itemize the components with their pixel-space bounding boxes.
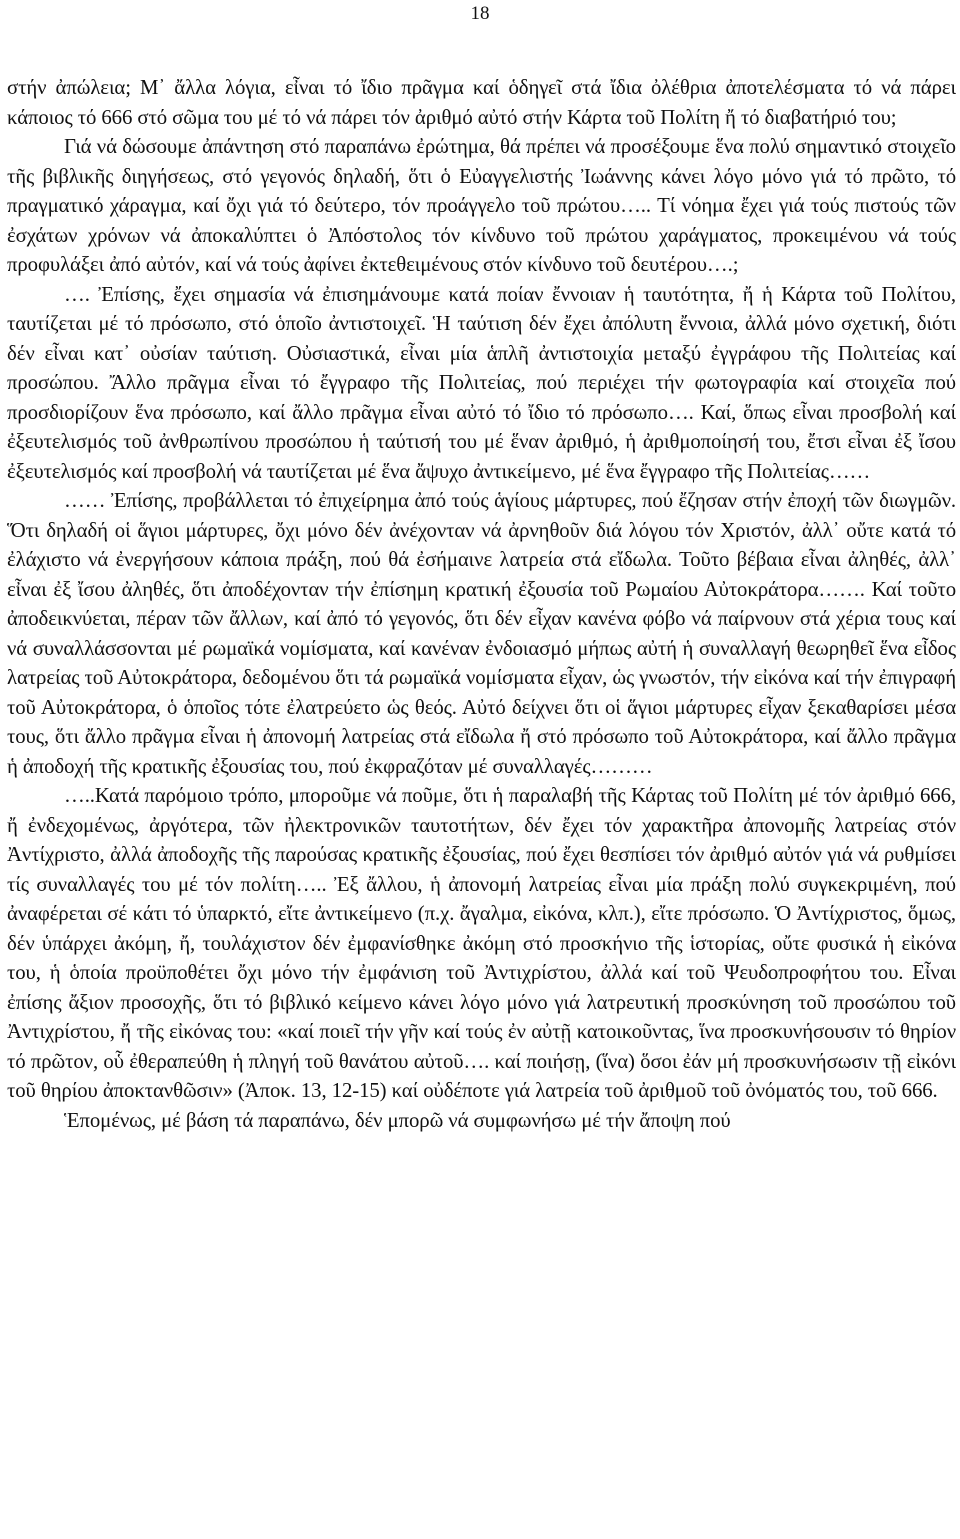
paragraph-3: …. Ἐπίσης, ἔχει σημασία νά ἐπισημάνουμε κατά ποίαν ἔννοιαν ἡ ταυτότητα, ἤ ἡ Κάρτα τοῦ Πολίτου, ταυτίζεται μέ τό πρόσωπο, στό ὁποῖο ἀντιστοιχεῖ. Ἡ ταύτιση δέν ἔχει ἀπόλυτη ἔννοια, ἀλλά μόνο σχετική, διότι δέν εἶναι κατ᾽ οὐσίαν ταύτιση. Οὐσιαστικά, εἶναι μία ἁπλῆ ἀντιστοιχία μεταξύ ἐγγράφου τῆς Πολιτείας καί προσώπου. Ἄλλο πρᾶγμα εἶναι τό ἔγγραφο τῆς Πολιτείας, πού περιέχει τήν φωτογραφία καί στοιχεῖα πού προσδιορίζουν ἕνα πρόσωπο, καί ἄλλο πρᾶγμα εἶναι αὐτό τό ἴδιο τό πρόσωπο…. Καί, ὅπως εἶναι προσβολή καί ἐξευτελισμός τοῦ ἀνθρωπίνου προσώπου ἡ ταύτισή του μέ ἕναν ἀριθμό, ἡ ἀριθμοποίησή του, ἔτσι εἶναι ἐξ ἴσου ἐξευτελισμός καί προσβολή νά ταυτίζεται μέ ἕνα ἄψυχο ἀντικείμενο, μέ ἕνα ἔγγραφο τῆς Πολιτείας…… — [7, 282, 956, 483]
paragraph-6: Ἑπομένως, μέ βάση τά παραπάνω, δέν μπορῶ νά συμφωνήσω μέ τήν ἄποψη πού — [64, 1108, 731, 1132]
body-text — [7, 73, 956, 1135]
paragraph-5: …..Κατά παρόμοιο τρόπο, μποροῦμε νά ποῦμε, ὅτι ἡ παραλαβή τῆς Κάρτας τοῦ Πολίτη μέ τόν ἀριθμό 666, ἤ ἐνδεχομένως, ἀργότερα, τῶν ἠλεκτρονικῶν ταυτοτήτων, δέν ἔχει τόν χαρακτῆρα ἀπονομῆς λατρείας στόν Ἀντίχριστο, ἀλλά ἀποδοχῆς τῆς παρούσας κρατικῆς ἐξουσίας, πού ἔχει θεσπίσει τόν ἀριθμό αὐτόν γιά νά ρυθμίσει τίς συναλλαγές του μέ τόν πολίτη….. Ἐξ ἄλλου, ἡ ἀπονομή λατρείας εἶναι μία πράξη πολύ συγκεκριμένη, πού ἀναφέρεται σέ κάτι τό ὑπαρκτό, εἴτε ἀντικείμενο (π.χ. ἄγαλμα, εἰκόνα, κλπ.), εἴτε πρόσωπο. Ὁ Ἀντίχριστος, ὅμως, δέν ὑπάρχει ἀκόμη, ἤ, τουλάχιστον δέν ἐμφανίσθηκε ἀκόμη στό προσκήνιο τῆς ἱστορίας, οὔτε φυσικά ἡ εἰκόνα του, ἡ ὁποία προϋποθέτει ὄχι μόνο τήν ἐμφάνιση τοῦ Ἀντιχρίστου, ἀλλά καί τοῦ Ψευδοπροφήτου του. Εἶναι ἐπίσης ἄξιον προσοχῆς, ὅτι τό βιβλικό κείμενο κάνει λόγο μόνο γιά λατρευτική προσκύνηση τοῦ προσώπου τοῦ Ἀντιχρίστου, ἤ τῆς εἰκόνας του: «καί ποιεῖ τήν γῆν καί τούς ἐν αὐτῇ κατοικοῦντας, ἵνα προσκυνήσουσιν τό θηρίον τό πρῶτον, οὗ ἐθεραπεύθη ἡ πληγή τοῦ θανάτου αὐτοῦ…. καί ποιήσῃ, (ἵνα) ὅσοι ἐάν μή προσκυνήσωσιν τῇ εἰκόνι τοῦ θηρίου ἀποκτανθῶσιν» (Ἀποκ. 13, 12-15) καί οὐδέποτε γιά λατρεία τοῦ ἀριθμοῦ τοῦ ὀνόματός του, τοῦ 666. — [7, 784, 956, 1102]
page-number: 18 — [470, 3, 490, 24]
paragraph-2: Γιά νά δώσουμε ἀπάντηση στό παραπάνω ἐρώτημα, θά πρέπει νά προσέξουμε ἕνα πολύ σημαντικό στοιχεῖο τῆς βιβλικῆς διηγήσεως, στό γεγονός δηλαδή, ὅτι ὁ Εὐαγγελιστής Ἰωάννης κάνει λόγο μόνο γιά τό πρῶτο, τό πραγματικό χάραγμα, καί ὄχι γιά τό δεύτερο, τόν προάγγελο τοῦ πρώτου….. Τί νόημα ἔχει γιά τούς πιστούς τῶν ἐσχάτων χρόνων νά ἀποκαλύπτει ὁ Ἀπόστολος τόν κίνδυνο τοῦ πρώτου χαράγματος, προκειμένου νά τούς προφυλάξει ἀπό αὐτόν, καί νά τούς ἀφίνει ἐκτεθειμένους στόν κίνδυνο τοῦ δευτέρου….; — [7, 135, 956, 276]
paragraph-4: …… Ἐπίσης, προβάλλεται τό ἐπιχείρημα ἀπό τούς ἁγίους μάρτυρες, πού ἔζησαν στήν ἐποχή τῶν διωγμῶν. Ὅτι δηλαδή οἱ ἅγιοι μάρτυρες, ὄχι μόνο δέν ἀνέχονταν νά ἀρνηθοῦν διά λόγου τόν Χριστόν, ἀλλ᾽ οὔτε κατά τό ἐλάχιστο νά ἐνεργήσουν κάποια πράξη, πού θά ἐσήμαινε λατρεία στά εἴδωλα. Τοῦτο βέβαια εἶναι ἀληθές, ἀλλ᾽ εἶναι ἐξ ἴσου ἀληθές, ὅτι ἀποδέχονταν τήν ἐπίσημη κρατική ἐξουσία τοῦ Ρωμαίου Αὐτοκράτορα……. Καί τοῦτο ἀποδεικνύεται, πέραν τῶν ἄλλων, καί ἀπό τό γεγονός, ὅτι δέν εἶχαν κανένα φόβο νά παίρνουν στά χέρια τους καί νά συναλλάσσονται μέ ρωμαϊκά νομίσματα, καί κανέναν ἐνδοιασμό μήπως αὐτή ἡ συναλλαγή θεωρηθεῖ ἕνα εἶδος λατρείας τοῦ Αὐτοκράτορα, δεδομένου ὅτι τά ρωμαϊκά νομίσματα εἶχαν, ὡς γνωστόν, τήν εἰκόνα καί τήν ἐπιγραφή τοῦ Αὐτοκράτορα, ὁ ὁποῖος τότε ἐλατρεύετο ὡς θεός. Αὐτό δείχνει ὅτι οἱ ἅγιοι μάρτυρες εἶχαν ξεκαθαρίσει μέσα τους, ὅτι ἄλλο πρᾶγμα εἶναι ἡ ἀπονομή λατρείας στά εἴδωλα ἤ στό πρόσωπο τοῦ Αὐτοκράτορα, καί ἄλλο πρᾶγμα ἡ ἀποδοχή τῆς κρατικῆς ἐξουσίας του, πού ἐκφραζόταν μέ συναλλαγές……… — [7, 489, 956, 778]
paragraph-1: στήν ἀπώλεια; Μ᾽ ἄλλα λόγια, εἶναι τό ἴδιο πρᾶγμα καί ὁδηγεῖ στά ἴδια ὀλέθρια ἀποτελέσματα τό νά πάρει κάποιος τό 666 στό σῶμα του μέ τό νά πάρει τόν ἀριθμό αὐτό στήν Κάρτα τοῦ Πολίτη ἤ τό διαβατήριό του; — [7, 76, 956, 129]
